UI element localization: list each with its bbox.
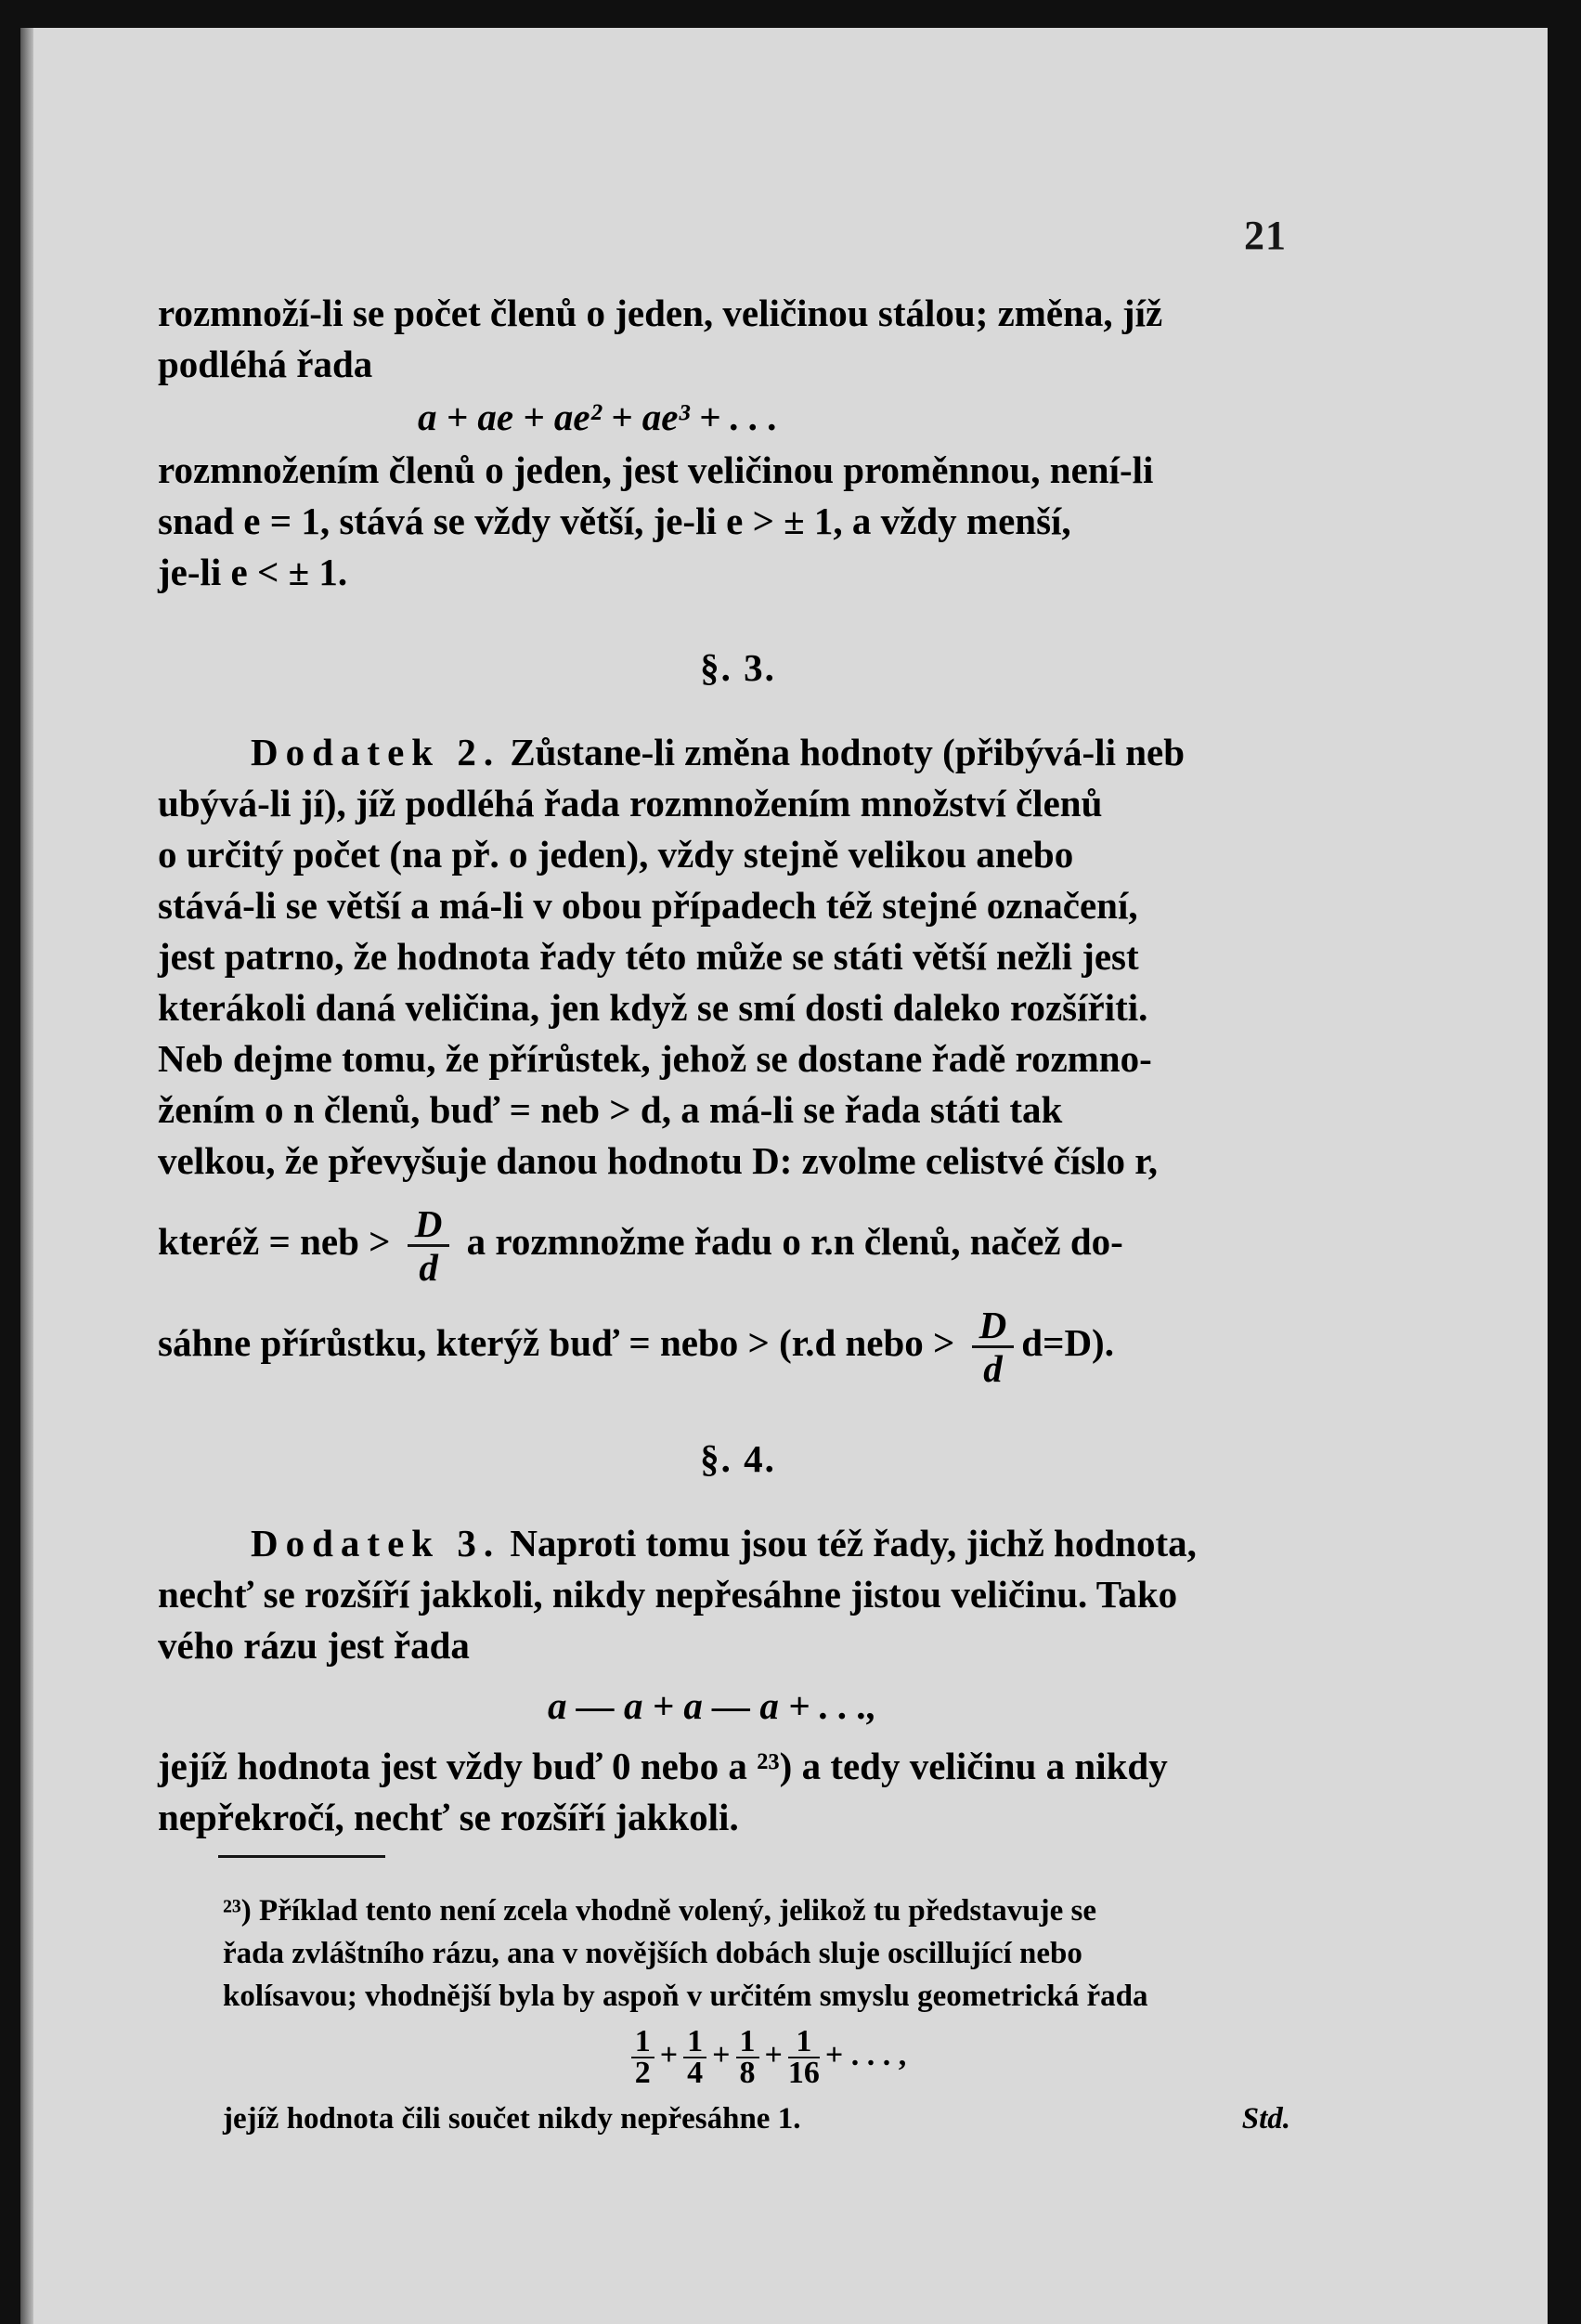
series-numerator: 1: [683, 2027, 706, 2058]
addendum-line: vého rázu jest řada: [158, 1624, 470, 1667]
series-denominator: 2: [634, 2056, 651, 2090]
addendum-line: jest patrno, že hodnota řady této může se státi větší nežli jest: [158, 935, 1139, 978]
series-fraction: [787, 2024, 820, 2090]
addendum-line: stává-li se větší a má-li v obou případech též stejné označení,: [158, 884, 1138, 927]
footnote-line: [223, 1889, 1309, 1932]
addendum-line: o určitý počet (na př. o jeden), vždy stejně velikou anebo: [158, 833, 1074, 876]
footnote-line: kolísavou; vhodnější byla by aspoň v určitém smyslu geometrická řada: [223, 1980, 1148, 2013]
addendum-label: Dodatek 3.: [251, 1522, 501, 1564]
addendum-line: Neb dejme tomu, že přírůstek, jehož se dostane řadě rozmno-: [158, 1037, 1152, 1080]
body-text: [158, 288, 1318, 1843]
fraction-line-text: kteréž = neb >: [158, 1219, 391, 1263]
addendum-line: kterákoli daná veličina, jen když se smí dosti daleko rozšířiti.: [158, 986, 1148, 1029]
series-formula: a + ae + ae² + ae³ + . . .: [418, 396, 778, 438]
paragraph-1-line: je-li e < ± 1.: [158, 551, 348, 593]
addendum-line: [158, 1518, 1318, 1569]
series-fraction: [736, 2024, 759, 2090]
section-heading: §. 4.: [700, 1437, 776, 1480]
series-fraction: [683, 2024, 706, 2090]
series-tail: + . . . ,: [824, 2037, 907, 2072]
addendum-line: nechť se rozšíří jakkoli, nikdy nepřesáhne jistou veličinu. Tako: [158, 1573, 1178, 1616]
section-heading: §. 3.: [700, 646, 776, 689]
fraction-line: [158, 1203, 1318, 1288]
fraction-line-text: d=D).: [1021, 1320, 1114, 1364]
addendum-line: velkou, že převyšuje danou hodnotu D: zvolme celistvé číslo r,: [158, 1139, 1158, 1182]
page-edge-shadow: [20, 28, 33, 2324]
addendum-text: Naproti tomu jsou též řady, jichž hodnota,: [510, 1522, 1197, 1564]
fraction: [972, 1305, 1015, 1389]
footnote-line: [223, 2097, 1309, 2140]
series-denominator: 4: [687, 2056, 704, 2090]
series-fraction: [631, 2024, 654, 2090]
fraction-denominator: d: [983, 1347, 1003, 1390]
fraction-line-text: sáhne přírůstku, kterýž buď = nebo > (r.d nebo >: [158, 1320, 955, 1364]
footnote-marker: ²³): [223, 1894, 252, 1928]
paragraph-1-line: podléhá řada: [158, 343, 373, 385]
footnote-rule: [218, 1855, 385, 1858]
fraction-numerator: D: [408, 1203, 450, 1247]
footnote: [223, 1889, 1309, 2140]
addendum-line: [158, 727, 1318, 778]
addendum-line: ubývá-li jí), jíž podléhá řada rozmnožením množství členů: [158, 782, 1103, 824]
series-numerator: 1: [788, 2027, 820, 2058]
fraction-denominator: d: [419, 1246, 438, 1289]
footnote-line: řada zvláštního rázu, ana v novějších dobách sluje oscillující nebo: [223, 1937, 1082, 1970]
series-formula: a — a + a — a + . . .,: [548, 1684, 877, 1727]
paragraph-1-line: rozmnožením členů o jeden, jest veličinou proměnnou, není-li: [158, 448, 1154, 491]
series-denominator: 16: [787, 2056, 820, 2090]
footnote-text: jejíž hodnota čili součet nikdy nepřesáhne 1.: [223, 2102, 801, 2136]
footnote-signature: Std.: [1241, 2102, 1290, 2136]
addendum-line: žením o n členů, buď = neb > d, a má-li se řada státi tak: [158, 1088, 1063, 1131]
fraction-numerator: D: [972, 1305, 1015, 1348]
fraction-line: [158, 1305, 1318, 1389]
addendum-text: Zůstane-li změna hodnoty (přibývá-li neb: [510, 731, 1186, 773]
addendum-line: jejíž hodnota jest vždy buď 0 nebo a ²³) a tedy veličinu a nikdy: [158, 1745, 1168, 1787]
footnote-text: Příklad tento není zcela vhodně volený, jelikož tu představuje se: [259, 1894, 1096, 1928]
addendum-line: nepřekročí, nechť se rozšíří jakkoli.: [158, 1796, 739, 1838]
page-number: 21: [1244, 213, 1287, 258]
paragraph-1-line: rozmnoží-li se počet členů o jeden, veličinou stálou; změna, jíž: [158, 292, 1163, 334]
series-denominator: 8: [739, 2056, 756, 2090]
paragraph-1-line: snad e = 1, stává se vždy větší, je-li e > ± 1, a vždy menší,: [158, 500, 1071, 542]
footnote-series: $\frac{1}{2}$ + $\frac{1}{4}$ + $\frac{1}{8}$ + $\frac{1}{16}$ + . . . ,: [223, 2027, 1309, 2088]
series-numerator: 1: [631, 2027, 654, 2058]
fraction-line-text: a rozmnožme řadu o r.n členů, načež do-: [466, 1219, 1123, 1263]
series-numerator: 1: [736, 2027, 759, 2058]
addendum-label: Dodatek 2.: [251, 731, 501, 773]
fraction: [408, 1203, 450, 1288]
